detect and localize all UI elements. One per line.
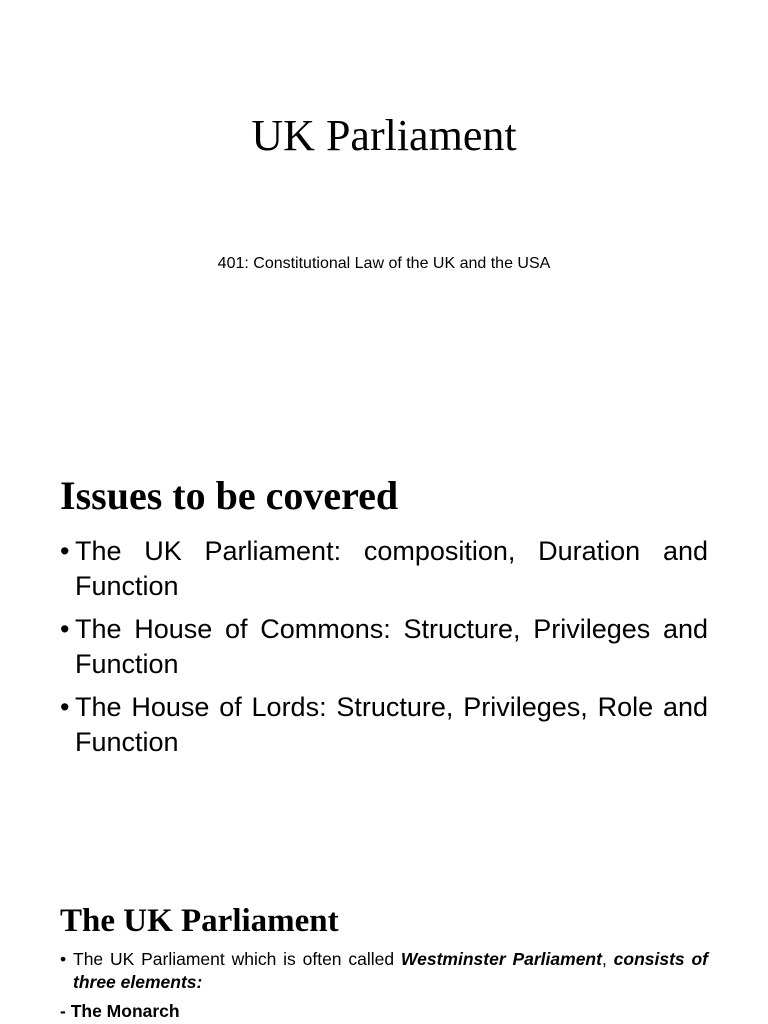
bullet-icon: • [60,692,70,722]
bullet-icon: • [60,949,67,969]
list-item [60,612,708,682]
slide-subtitle: 401: Constitutional Law of the UK and the USA [217,255,551,272]
dash-item-text: The Monarch [70,1001,180,1021]
bullet-icon: • [60,614,70,644]
list-item [60,948,708,994]
list-item-text: , [601,949,614,969]
bullet-list [60,534,708,768]
list-item [60,690,708,760]
list-item-text: The House of Commons: Structure, Privileges and Function [75,614,708,679]
slide-heading: Issues to be covered [60,473,399,518]
slide-title: UK Parliament [251,111,517,160]
list-item-text: The UK Parliament: composition, Duration and Function [75,536,708,601]
list-item [60,534,708,604]
list-item-text: The House of Lords: Structure, Privileges, Role and Function [75,692,708,757]
emphasis-text: consists of three elements: [73,949,708,992]
bullet-icon: • [60,536,70,566]
issues-slide [0,420,768,880]
title-slide [0,0,768,420]
list-item-text: The UK Parliament which is often called [73,949,401,969]
parliament-slide [0,880,768,1024]
dash-item [60,1000,180,1023]
emphasis-text: Westminster Parliament [400,949,602,969]
dash-icon: - [60,1001,66,1021]
slide-heading: The UK Parliament [60,903,339,939]
